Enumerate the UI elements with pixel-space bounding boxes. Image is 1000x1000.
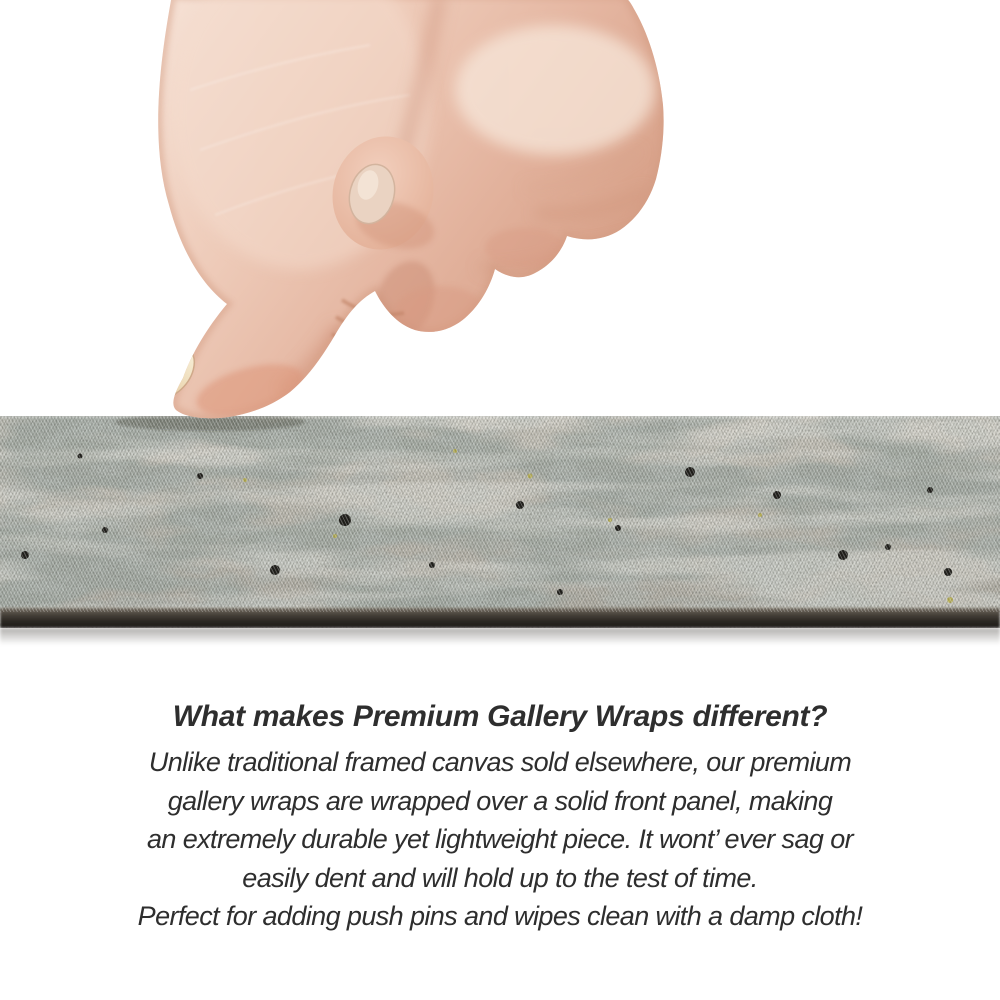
body-line: Unlike traditional framed canvas sold elsewhere, our premium [148,747,852,777]
hand-silhouette [158,0,663,418]
thumb-nail [120,330,206,413]
thumb-details [120,300,407,425]
canvas-strip-photo [0,416,1000,628]
finger-nail [343,159,401,228]
body-line: Perfect for adding push pins and wipes clean with a damp cloth! [137,901,863,931]
finger-creases [280,0,648,392]
thumb-wrinkles [332,300,407,348]
page-title: What makes Premium Gallery Wraps different? [172,700,828,733]
body-line: an extremely durable yet lightweight piece. It wont’ ever sag or [147,824,853,854]
canvas-strip-shadow [0,628,1000,645]
marketing-copy [0,699,1000,936]
canvas-weave-overlay [0,416,1000,612]
tucked-fingertip [320,125,446,261]
body-line: easily dent and will hold up to the test of time. [242,862,758,893]
skin-texture-lines [190,45,420,215]
body-line: gallery wraps are wrapped over a solid front panel, making [167,785,833,816]
